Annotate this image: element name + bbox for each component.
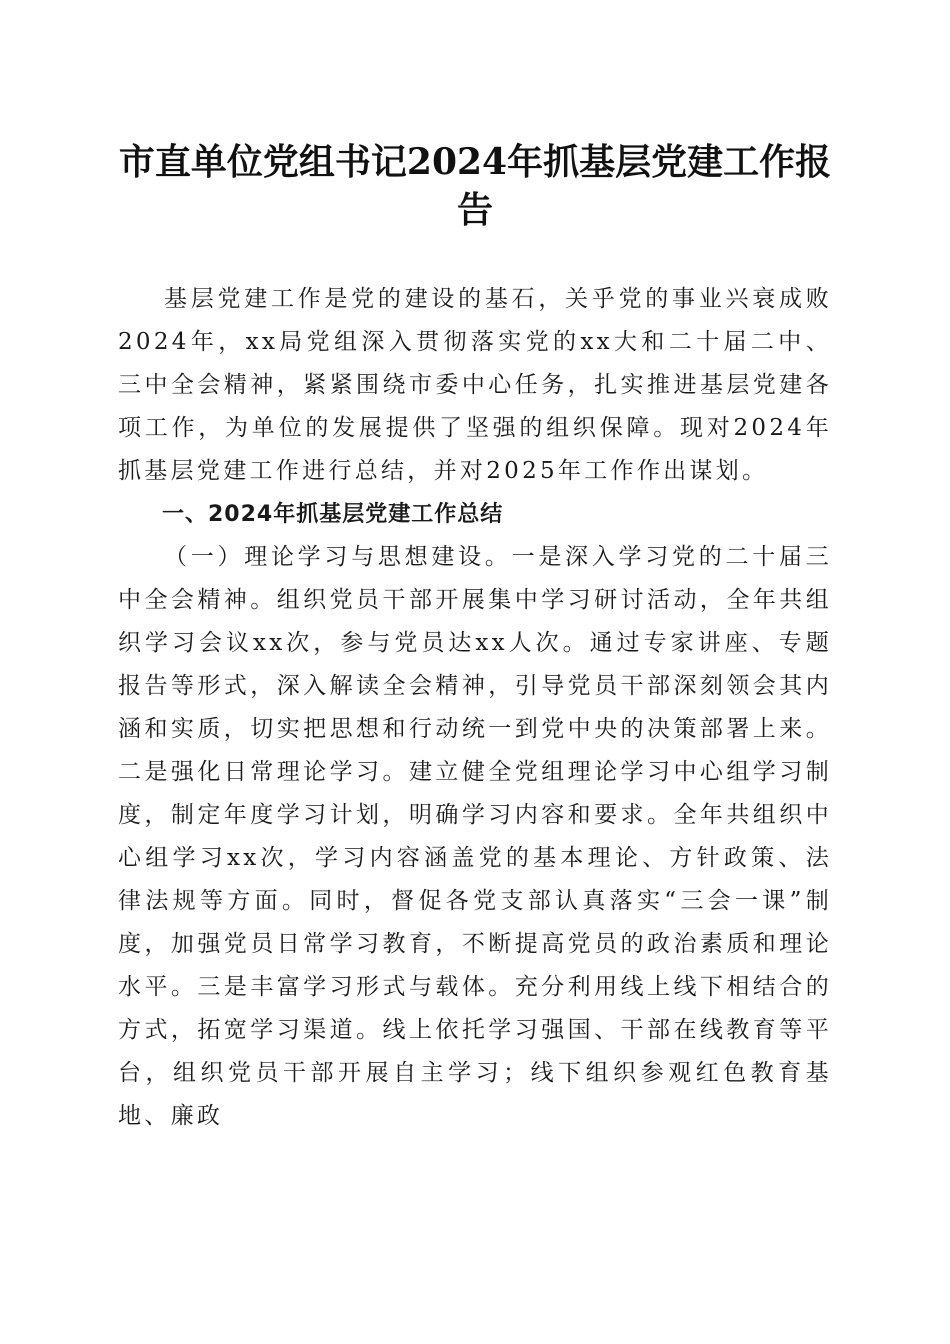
subsection-lead: （一）理论学习与思想建设。 [164, 544, 512, 570]
subsection-paragraph [118, 536, 832, 1138]
document-title: 市直单位党组书记2024年抓基层党建工作报告 [118, 141, 832, 231]
intro-paragraph: 基层党建工作是党的建设的基石，关乎党的事业兴衰成败2024年，xx局党组深入贯彻落实党的xx大和二十届二中、三中全会精神，紧紧围绕市委中心任务，扎实推进基层党建各项工作，为单位的发展提供了坚强的组织保障。现对2024年抓基层党建工作进行总结，并对2025年工作作出谋划。 [118, 286, 832, 484]
section-heading: 一、2024年抓基层党建工作总结 [162, 502, 504, 527]
subsection-body: 一是深入学习党的二十届三中全会精神。组织党员干部开展集中学习研讨活动，全年共组织学习会议xx次，参与党员达xx人次。通过专家讲座、专题报告等形式，深入解读全会精神，引导党员干部深刻领会其内涵和实质，切实把思想和行动统一到党中央的决策部署上来。二是强化日常理论学习。建立健全党组理论学习中心组学习制度，制定年度学习计划，明确学习内容和要求。全年共组织中心组学习xx次，学习内容涵盖党的基本理论、方针政策、法律法规等方面。同时，督促各党支部认真落实“三会一课”制度，加强党员日常学习教育，不断提高党员的政治素质和理论水平。三是丰富学习形式与载体。充分利用线上线下相结合的方式，拓宽学习渠道。线上依托学习强国、干部在线教育等平台，组织党员干部开展自主学习；线下组织参观红色教育基地、廉政 [118, 544, 832, 1129]
document-body [118, 278, 832, 1138]
